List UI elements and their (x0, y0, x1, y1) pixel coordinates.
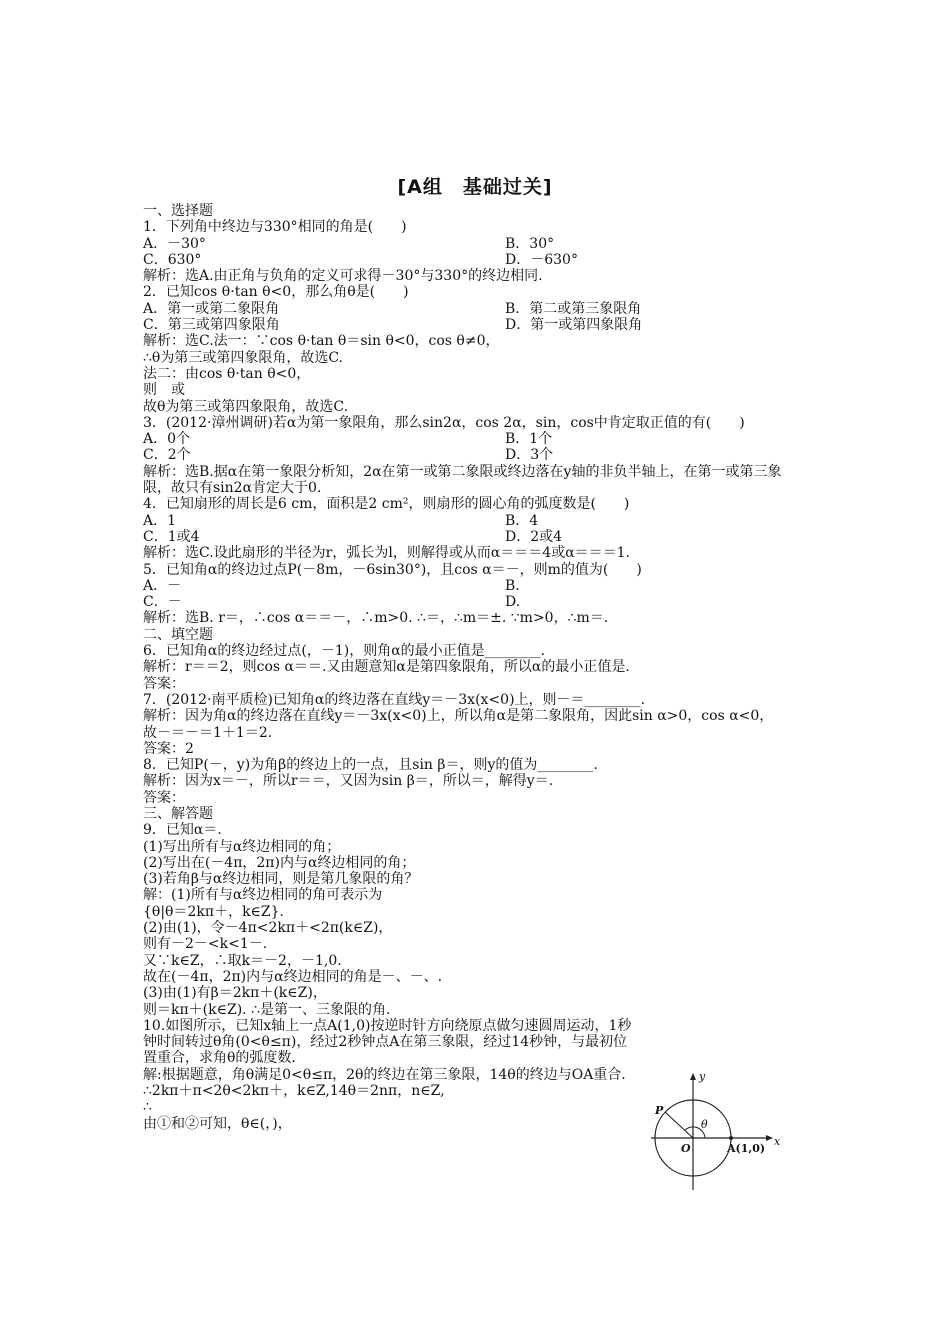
text-line: 2．已知cos θ·tan θ<0，那么角θ是( ) (143, 284, 409, 301)
y-axis-arrow (690, 1073, 696, 1080)
option-text: B．1个 (505, 431, 553, 448)
text-line: 法二：由cos θ·tan θ<0， (143, 365, 311, 382)
text-line: 5．已知角α的终边过点P(－8m，－6sin30°)，且cos α＝－，则m的值为( ) (143, 561, 642, 578)
option-row (143, 431, 808, 447)
o-label: O (681, 1142, 691, 1155)
text-line: 答案： (143, 789, 185, 806)
text-line: 9．已知α＝. (143, 822, 222, 839)
option-text: A．0个 (143, 431, 191, 448)
a-label: A(1,0) (727, 1142, 766, 1155)
text-line: 又∵k∈Z，∴取k＝－2，－1,0. (143, 952, 342, 969)
text-line: 解:根据题意，角θ满足0<θ≤π，2θ的终边在第三象限，14θ的终边与OA重合. (143, 1066, 626, 1083)
p-label: P (655, 1104, 664, 1117)
text-line: 一、选择题 (143, 203, 213, 219)
option-text: B．4 (505, 512, 539, 529)
option-row (143, 529, 808, 545)
text-line: 8．已知P(－，y)为角β的终边上的一点，且sin β＝，则y的值为________. (143, 757, 598, 774)
ray-op (665, 1112, 693, 1138)
option-row (143, 594, 808, 610)
text-line: 1．下列角中终边与330°相同的角是( ) (143, 219, 407, 236)
text-line: ∴θ为第三或第四象限角，故选C. (143, 349, 343, 366)
text-line: 三、解答题 (143, 805, 213, 822)
point-a (729, 1136, 733, 1140)
text-line: 解析：选B. r＝，∴cos α＝＝－，∴m>0. ∴＝，∴m＝±. ∵m>0，∴m＝. (143, 610, 609, 627)
text-line: 解析：因为角α的终边落在直线y＝－3x(x<0)上，所以角α是第二象限角，因此sin α>0，cos α<0， (143, 708, 774, 725)
option-row (143, 513, 808, 529)
option-text: D．3个 (505, 447, 554, 464)
text-line: 解析：选C.设此扇形的半径为r，弧长为l，则解得或从而α＝＝＝4或α＝＝＝1. (143, 545, 631, 562)
text-line: 答案： (143, 675, 185, 692)
text-line: 故在(－4π，2π)内与α终边相同的角是－、－、. (143, 968, 443, 985)
text-line: 解析：因为x＝－，所以r＝＝，又因为sin β＝，所以＝，解得y＝. (143, 773, 554, 790)
text-line: 4．已知扇形的周长是6 cm，面积是2 cm²，则扇形的圆心角的弧度数是( ) (143, 496, 630, 513)
option-text: C．2个 (143, 447, 191, 464)
option-row (143, 578, 808, 594)
option-text: B. (505, 577, 520, 594)
text-line: 7．(2012·南平质检)已知角α的终边落在直线y＝－3x(x<0)上，则－＝________. (143, 691, 645, 708)
text-line: {θ|θ＝2kπ＋，k∈Z}. (143, 903, 285, 920)
option-text: A．第一或第二象限角 (143, 300, 280, 317)
text-line: 解析：r＝＝2，则cos α＝＝.又由题意知α是第四象限角，所以α的最小正值是. (143, 659, 630, 676)
text-line: 解析：选A.由正角与负角的定义可求得－30°与330°的终边相同. (143, 268, 543, 285)
text-line: 则＝kπ＋(k∈Z). ∴是第一、三象限的角. (143, 1001, 391, 1018)
option-text: C．630° (143, 251, 202, 268)
text-line: (1)写出所有与α终边相同的角； (143, 838, 341, 855)
text-line: (2)写出在(－4π，2π)内与α终边相同的角； (143, 854, 416, 871)
option-text: B．30° (505, 235, 555, 252)
option-text: A．－30° (143, 235, 206, 252)
text-line: ∴ (143, 1099, 152, 1116)
theta-label: θ (701, 1118, 708, 1131)
text-line: 答案：2 (143, 740, 194, 757)
option-text: D. (505, 594, 521, 611)
text-line: 由①和②可知，θ∈(，)， (143, 1115, 292, 1132)
option-text: C．－ (143, 594, 182, 611)
option-row (143, 317, 808, 333)
option-row (143, 301, 808, 317)
text-line: (2)由(1)，令－4π<2kπ＋<2π(k∈Z)， (143, 920, 393, 937)
option-text: A．1 (143, 512, 177, 529)
option-text: A．－ (143, 577, 182, 594)
text-line: 则 或 (143, 382, 185, 399)
option-text: D．第一或第四象限角 (505, 317, 643, 334)
option-text: D．－630° (505, 251, 578, 268)
text-line: (3)由(1)有β＝2kπ＋(k∈Z)， (143, 985, 327, 1002)
unit-circle-figure (643, 1070, 783, 1195)
text-line: 解：(1)所有与α终边相同的角可表示为 (143, 887, 383, 904)
section-title: [A组 基础过关] (397, 176, 553, 198)
text-line: (3)若角β与α终边相同，则是第几象限的角？ (143, 871, 419, 888)
x-axis-arrow (766, 1135, 773, 1141)
text-line: 10.如图所示，已知x轴上一点A(1,0)按逆时针方向绕原点做匀速圆周运动，1秒钟时间转过θ角(0<θ≤π)，经过2秒钟点A在第三象限，经过14秒钟，与最初位置重合，求角θ的弧度数. (143, 1017, 632, 1067)
option-text: C．1或4 (143, 528, 200, 545)
text-line: 解析：选C.法一：∵cos θ·tan θ＝sin θ<0，cos θ≠0， (143, 333, 500, 350)
option-text: B．第二或第三象限角 (505, 300, 642, 317)
y-label: y (699, 1070, 706, 1083)
option-row (143, 252, 808, 268)
option-text: C．第三或第四象限角 (143, 317, 280, 334)
document-body (143, 203, 808, 1132)
text-line: 故θ为第三或第四象限角，故选C. (143, 398, 349, 415)
x-label: x (774, 1135, 781, 1148)
option-row (143, 447, 808, 463)
text-line: ∴2kπ＋π<2θ<2kπ＋，k∈Z,14θ＝2nπ，n∈Z, (143, 1083, 445, 1100)
option-row (143, 236, 808, 252)
text-line: 二、填空题 (143, 626, 213, 643)
text-line: 3．(2012·漳州调研)若α为第一象限角，那么sin2α，cos 2α，sin，cos中肯定取正值的有( ) (143, 414, 745, 431)
text-line: 解析：选B.据α在第一象限分析知，2α在第一或第二象限或终边落在y轴的非负半轴上，在第一或第三象限，故只有sin2α肯定大于0. (143, 463, 782, 497)
text-line: 6．已知角α的终边经过点(，－1)，则角α的最小正值是________. (143, 643, 546, 660)
text-line: 故－＝－＝1＋1＝2. (143, 724, 273, 741)
text-line: 则有－2－<k<1－. (143, 936, 268, 953)
option-text: D．2或4 (505, 528, 563, 545)
